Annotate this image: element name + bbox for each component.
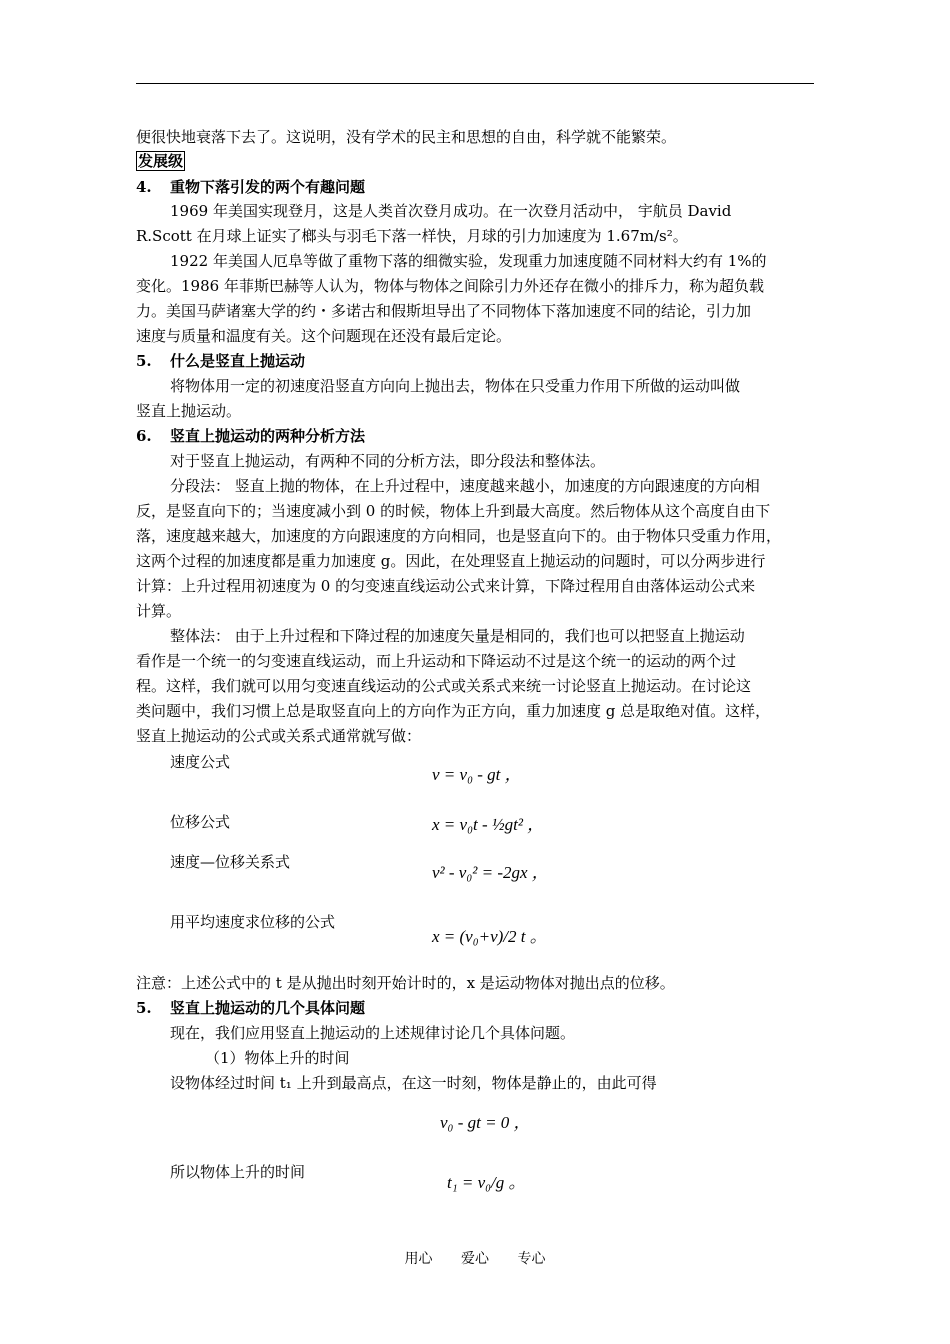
formula-rise-time: t₁ = v₀/g 。 (447, 1173, 526, 1192)
text-line: 这两个过程的加速度都是重力加速度 g。因此，在处理竖直上抛运动的问题时，可以分两步进行 (136, 552, 766, 570)
formula-label: 速度公式 (170, 753, 231, 771)
formula-velocity-displacement: v² - v₀² = -2gx ， (432, 863, 549, 882)
text-line: 对于竖直上抛运动，有两种不同的分析方法，即分段法和整体法。 (170, 452, 606, 470)
formula-displacement: x = v₀t - ½gt² ， (432, 815, 545, 834)
text-line: 分段法： 竖直上抛的物体，在上升过程中，速度越来越小，加速度的方向跟速度的方向相 (170, 477, 760, 495)
heading-4: 4. 重物下落引发的两个有趣问题 (136, 178, 366, 196)
text-line: 竖直上抛运动。 (136, 402, 242, 420)
formula-label: 用平均速度求位移的公式 (170, 913, 336, 931)
text-line: 力。美国马萨诸塞大学的约・多诺古和假斯坦导出了不同物体下落加速度不同的结论，引力加 (136, 302, 752, 320)
text-line: 计算：上升过程用初速度为 0 的匀变速直线运动公式来计算，下降过程用自由落体运动公式来 (136, 577, 756, 595)
text-line: 计算。 (136, 602, 182, 620)
footer-item: 用心 (404, 1251, 433, 1267)
heading-5b: 5. 竖直上抛运动的几个具体问题 (136, 999, 366, 1017)
formula-top-condition: v₀ - gt = 0 ， (440, 1113, 531, 1132)
text-line: 设物体经过时间 t₁ 上升到最高点，在这一时刻，物体是静止的，由此可得 (170, 1074, 657, 1092)
formula-velocity: v = v₀ - gt ， (432, 765, 522, 784)
footer-item: 专心 (517, 1251, 546, 1267)
formula-label: 速度—位移关系式 (170, 853, 291, 871)
text-line: 现在，我们应用竖直上抛运动的上述规律讨论几个具体问题。 (170, 1024, 576, 1042)
note-line: 注意：上述公式中的 t 是从抛出时刻开始计时的，x 是运动物体对抛出点的位移。 (136, 974, 675, 992)
section-label (136, 151, 185, 171)
footer-item: 爱心 (461, 1251, 489, 1267)
text-line: （1）物体上升的时间 (205, 1049, 350, 1067)
formula-label: 位移公式 (170, 813, 231, 831)
text-line: 将物体用一定的初速度沿竖直方向向上抛出去，物体在只受重力作用下所做的运动叫做 (170, 377, 741, 395)
text-line: 程。这样，我们就可以用匀变速直线运动的公式或关系式来统一讨论竖直上抛运动。在讨论这 (136, 677, 752, 695)
section-box: 发展级 (138, 152, 184, 170)
text-line: 所以物体上升的时间 (170, 1163, 306, 1181)
text-line: 便很快地衰落下去了。这说明，没有学术的民主和思想的自由，科学就不能繁荣。 (136, 128, 677, 146)
text-line: 看作是一个统一的匀变速直线运动，而上升运动和下降运动不过是这个统一的运动的两个过 (136, 652, 737, 670)
formula-average-velocity: x = (v₀+v)/2 t 。 (432, 927, 547, 946)
text-line: 速度与质量和温度有关。这个问题现在还没有最后定论。 (136, 327, 512, 345)
text-line: 1969 年美国实现登月，这是人类首次登月成功。在一次登月活动中， 宇航员 David (170, 202, 732, 220)
text-line: 反，是竖直向下的；当速度减小到 0 的时候，物体上升到最大高度。然后物体从这个高度自由下 (136, 502, 771, 520)
text-line: 整体法： 由于上升过程和下降过程的加速度矢量是相同的，我们也可以把竖直上抛运动 (170, 627, 745, 645)
text-line: 类问题中，我们习惯上总是取竖直向上的方向作为正方向，重力加速度 g 总是取绝对值。这样， (136, 702, 771, 720)
header-rule (136, 83, 814, 84)
text-line: 竖直上抛运动的公式或关系式通常就写做： (136, 727, 422, 745)
text-line: 落，速度越来越大，加速度的方向跟速度的方向相同，也是竖直向下的。由于物体只受重力作用， (136, 527, 782, 545)
text-line: R.Scott 在月球上证实了榔头与羽毛下落一样快，月球的引力加速度为 1.67m/s²。 (136, 227, 688, 245)
heading-5: 5. 什么是竖直上抛运动 (136, 352, 306, 370)
text-line: 1922 年美国人厄阜等做了重物下落的细微实验，发现重力加速度随不同材料大约有 1%的 (170, 252, 767, 270)
heading-6: 6. 竖直上抛运动的两种分析方法 (136, 427, 366, 445)
page-footer (0, 1248, 950, 1268)
text-line: 变化。1986 年菲斯巴赫等人认为，物体与物体之间除引力外还存在微小的排斥力，称为超负载 (136, 277, 764, 295)
